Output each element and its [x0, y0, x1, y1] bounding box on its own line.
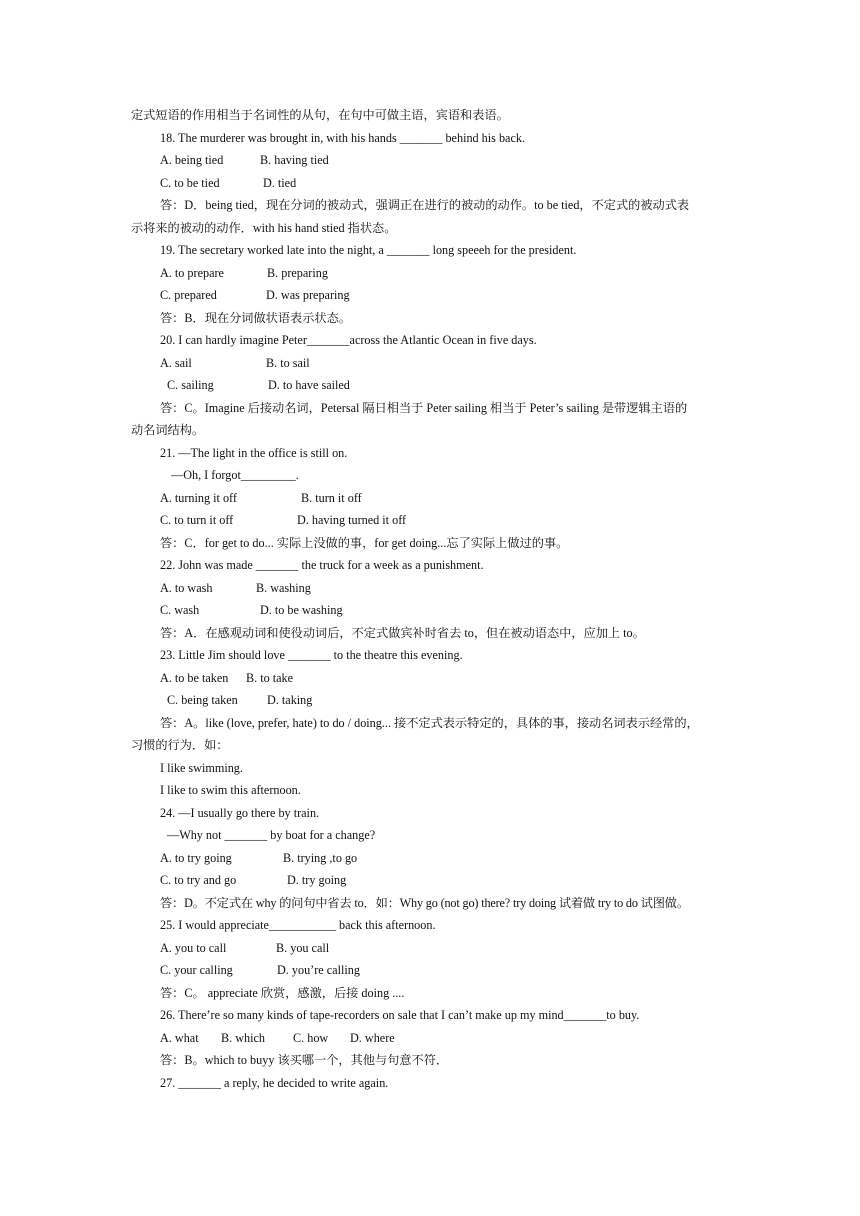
option-c: C. sailing: [167, 378, 214, 392]
question-20-options-ab: [131, 352, 731, 375]
question-21-stem-reply: —Oh, I forgot_________.: [171, 468, 299, 482]
option-b: B. turn it off: [301, 490, 362, 505]
option-d: D. taking: [267, 693, 313, 707]
option-c: C. to turn it off: [160, 513, 234, 527]
question-19-stem: 19. The secretary worked late into the night, a _______ long speeeh for the president.: [160, 243, 577, 257]
question-24-stem-reply: —Why not _______ by boat for a change?: [167, 828, 376, 842]
question-23-options-cd: [131, 689, 731, 712]
question-22-answer: 答：A．在感观动词和使役动词后，不定式做宾补时省去 to，但在被动语态中，应加上 to。: [160, 625, 645, 640]
option-a: A. turning it off: [160, 490, 237, 505]
question-19-answer: 答：B．现在分词做状语表示状态。: [160, 310, 351, 325]
question-22-options-cd: [131, 599, 731, 622]
question-18-options-ab: [131, 149, 731, 172]
question-27-stem: 27. _______ a reply, he decided to write again.: [160, 1075, 389, 1090]
option-b: B. having tied: [260, 153, 329, 167]
option-a: A. to be taken: [160, 670, 229, 685]
question-19-options-cd: [131, 284, 731, 307]
question-25-options-ab: [131, 937, 731, 960]
question-18-stem: 18. The murderer was brought in, with his hands _______ behind his back.: [160, 130, 526, 145]
option-d: D. you’re calling: [277, 963, 360, 977]
option-b: B. you call: [276, 940, 330, 955]
question-22-stem: 22. John was made _______ the truck for a week as a punishment.: [160, 558, 484, 572]
option-a: A. being tied: [160, 153, 224, 167]
question-23-example-2: I like to swim this afternoon.: [160, 783, 301, 797]
option-b: B. preparing: [267, 265, 328, 280]
option-d: D. to be washing: [260, 603, 343, 617]
option-a: A. to wash: [160, 580, 213, 595]
option-c: C. wash: [160, 603, 200, 617]
option-b: B. to take: [246, 670, 294, 685]
option-d: D. where: [350, 1030, 395, 1045]
option-b: B. which: [221, 1030, 266, 1045]
question-26-answer: 答：B。which to buyy 该买哪一个，其他与句意不符．: [160, 1053, 449, 1067]
question-24-answer: 答：D。不定式在 why 的问句中省去 to．如：Why go (not go) there? try doing 试着做 try to do 试图做。: [160, 895, 689, 910]
option-b: B. to sail: [266, 355, 310, 370]
option-c: C. being taken: [167, 693, 238, 707]
question-25-answer: 答：C。 appreciate 欣赏，感激，后接 doing ....: [160, 985, 405, 1000]
question-23-options-ab: [131, 667, 731, 690]
question-20-stem: 20. I can hardly imagine Peter_______across the Atlantic Ocean in five days.: [160, 333, 537, 347]
question-26-options: [131, 1027, 731, 1050]
question-20-answer: 答：C。Imagine 后接动名词，Petersal 隔日相当于 Peter sailing 相当于 Peter’s sailing 是带逻辑主语的: [160, 400, 688, 415]
option-c: C. how: [293, 1030, 329, 1045]
option-c: C. your calling: [160, 963, 233, 977]
option-d: D. try going: [287, 873, 347, 887]
question-26-stem: 26. There’re so many kinds of tape-recorders on sale that I can’t make up my mind_______to buy.: [160, 1008, 640, 1022]
question-22-options-ab: [131, 577, 731, 600]
question-23-example-1: I like swimming.: [160, 760, 243, 775]
question-24-stem: 24. —I usually go there by train.: [160, 805, 320, 820]
option-a: A. you to call: [160, 940, 227, 955]
question-20-answer-cont: 动名词结构。: [131, 423, 205, 437]
option-d: D. was preparing: [266, 288, 350, 302]
question-20-options-cd: [131, 374, 731, 397]
option-d: D. to have sailed: [268, 378, 350, 392]
question-18-answer: 答：D．being tied，现在分词的被动式，强调正在进行的被动的动作。to be tied，不定式的被动式表: [160, 198, 690, 212]
option-a: A. to try going: [160, 850, 232, 865]
question-23-stem: 23. Little Jim should love _______ to the theatre this evening.: [160, 648, 463, 662]
question-19-options-ab: [131, 262, 731, 285]
question-24-options-ab: [131, 847, 731, 870]
question-25-options-cd: [131, 959, 731, 982]
option-a: A. to prepare: [160, 265, 224, 280]
document-body: [131, 104, 731, 1094]
question-24-options-cd: [131, 869, 731, 892]
question-21-options-ab: [131, 487, 731, 510]
question-21-options-cd: [131, 509, 731, 532]
option-a: A. sail: [160, 355, 192, 370]
option-d: D. having turned it off: [297, 513, 407, 527]
option-c: C. to try and go: [160, 873, 237, 887]
question-18-answer-cont: 示将来的被动的动作．with his hand stied 指状态。: [131, 220, 397, 235]
question-21-answer: 答：C．for get to do... 实际上没做的事，for get doing...忘了实际上做过的事。: [160, 535, 569, 550]
question-23-answer-cont: 习惯的行为．如：: [131, 738, 229, 752]
question-25-stem: 25. I would appreciate___________ back this afternoon.: [160, 918, 436, 932]
option-b: B. washing: [256, 580, 311, 595]
option-c: C. prepared: [160, 288, 217, 302]
question-18-options-cd: [131, 172, 731, 195]
intro-tail: 定式短语的作用相当于名词性的从句，在句中可做主语，宾语和表语。: [131, 108, 509, 122]
option-c: C. to be tied: [160, 175, 220, 190]
option-a: A. what: [160, 1030, 199, 1045]
question-23-answer: 答：A。like (love, prefer, hate) to do / doing... 接不定式表示特定的，具体的事，接动名词表示经常的，: [160, 715, 699, 730]
option-b: B. trying ,to go: [283, 850, 358, 865]
question-21-stem: 21. —The light in the office is still on.: [160, 445, 348, 460]
option-d: D. tied: [263, 175, 297, 190]
